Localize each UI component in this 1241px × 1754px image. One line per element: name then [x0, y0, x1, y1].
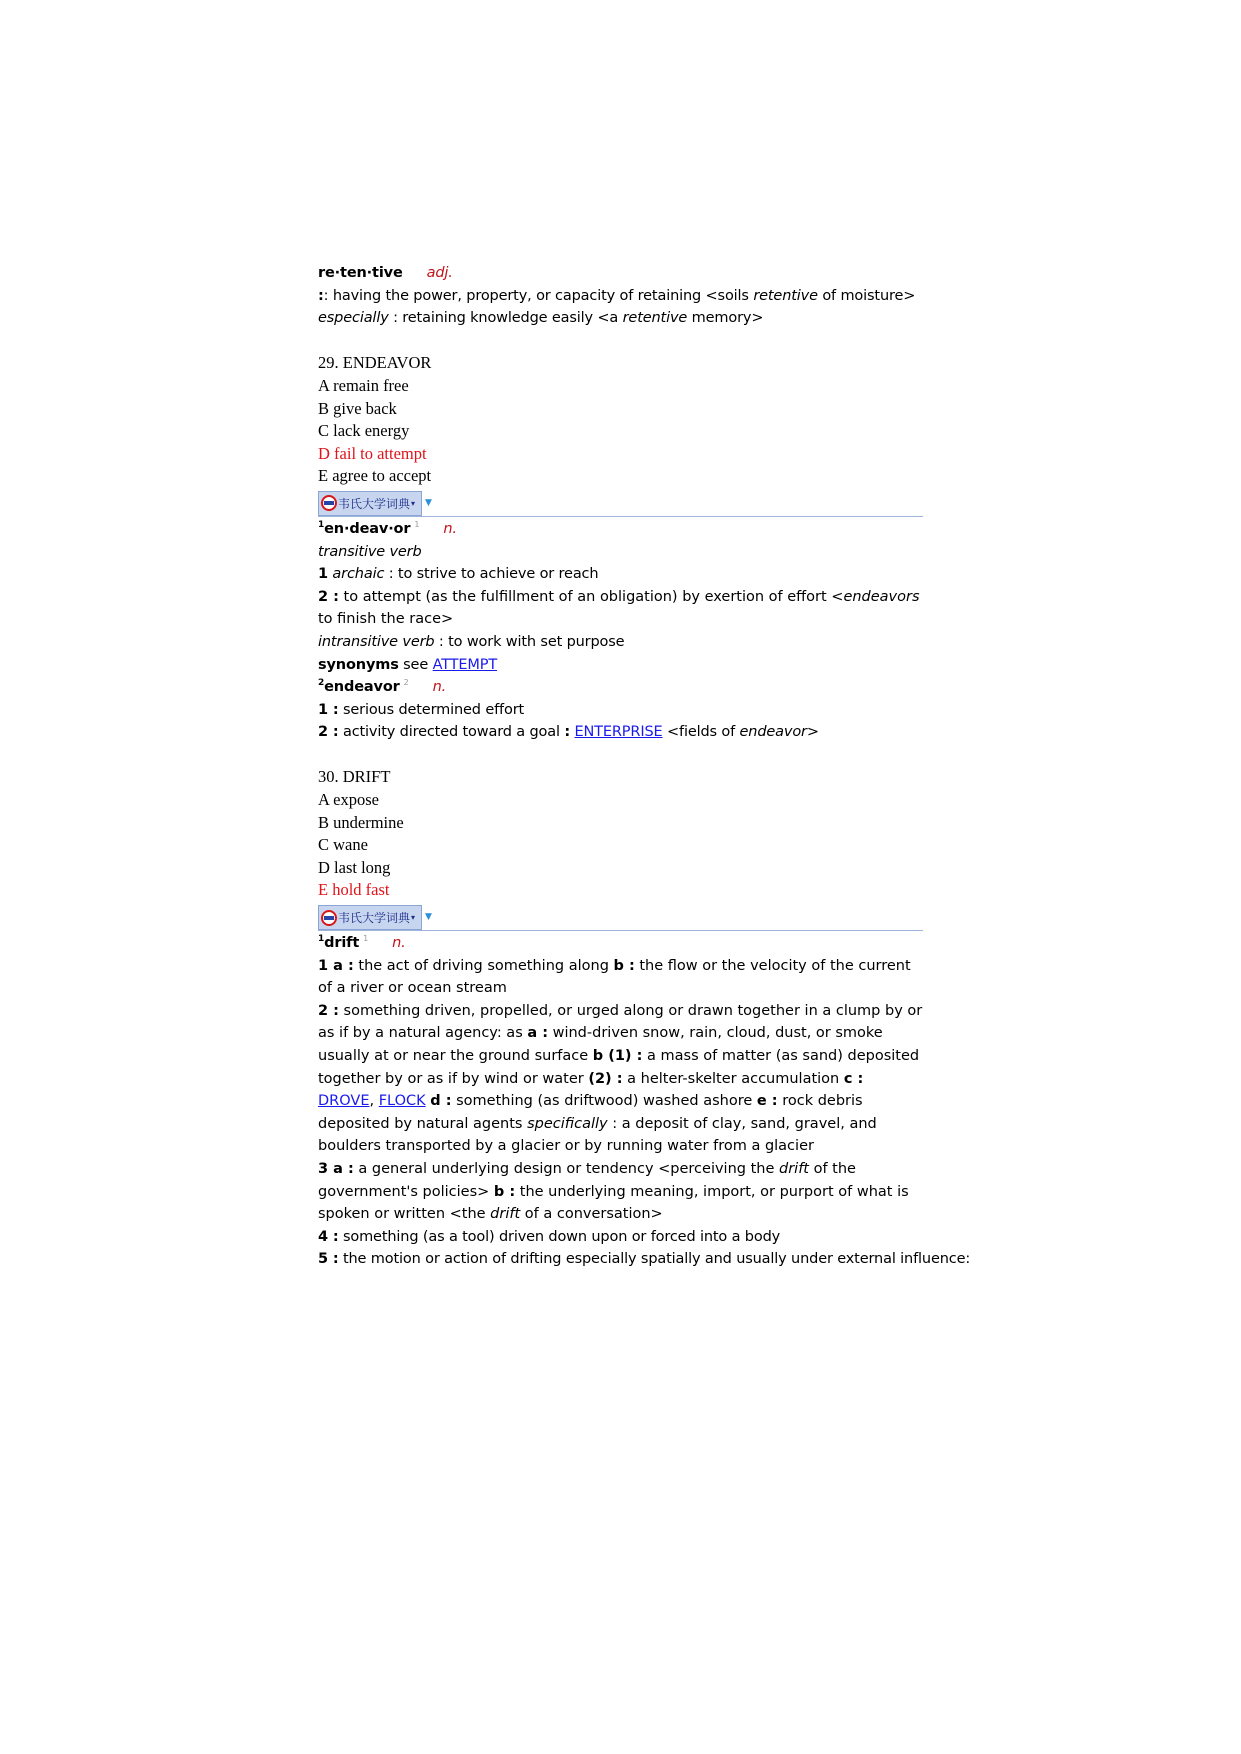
homograph-index: 1 — [363, 934, 369, 944]
definition: 1 : serious determined effort — [318, 701, 525, 718]
definition: 2 : something driven, propelled, or urged along or drawn together in a clump by or as if by a natural agency: as a : wind-driven snow, rain, cloud, dust, or smoke usually at or near the ground surface b (1) : a mass of matter (as sand) deposited together by or as if by wind or water (2) : a helter-skelter accumulation c : DROVE, FLOCK d : something (as driftwood) washed ashore e : rock debris deposited by natural agents specifically : a deposit of clay, sand, gravel, and boulders transported by a glacier or by running water from a glacier — [318, 1002, 923, 1155]
dropdown-arrow-icon[interactable]: ▼ — [425, 497, 432, 508]
definition: 1 a : the act of driving something along b : the flow or the velocity of the current of a river or ocean stream — [318, 957, 911, 997]
synonym-link-attempt[interactable]: ATTEMPT — [432, 656, 498, 673]
dictionary-select-button[interactable] — [318, 491, 422, 516]
homograph-index: 1 — [414, 520, 420, 530]
definition: 5 : the motion or action of drifting especially spatially and usually under external influence: — [318, 1251, 971, 1268]
headword-line: $^1$en·deav·or $^1$ n. — [318, 520, 457, 537]
part-of-speech: n. — [443, 520, 457, 537]
headword: re·ten·tive — [318, 265, 403, 281]
document-page — [318, 262, 971, 1271]
part-of-speech: n. — [432, 679, 447, 696]
dictionary-toolbar — [318, 489, 923, 518]
definition: 1 archaic : to strive to achieve or reach — [318, 566, 599, 583]
dictionary-logo-icon — [321, 910, 337, 926]
chevron-down-icon: ▾ — [411, 498, 416, 508]
divider — [318, 930, 923, 931]
answer-option: A expose — [318, 790, 379, 810]
definition: intransitive verb : to work with set purpose — [318, 633, 625, 650]
answer-option: B undermine — [318, 812, 404, 832]
question-title: 30. DRIFT — [318, 767, 391, 787]
part-of-speech: adj. — [426, 265, 453, 281]
definition: :: having the power, property, or capacity of retaining <soils retentive of moisture> — [318, 287, 916, 304]
answer-option: C lack energy — [318, 421, 410, 441]
synonyms: synonyms see ATTEMPT — [318, 656, 498, 673]
dropdown-arrow-icon[interactable]: ▼ — [425, 912, 432, 923]
dictionary-toolbar — [318, 903, 923, 932]
headword-line: $^1$drift $^1$ n. — [318, 934, 406, 952]
dictionary-logo-icon — [321, 495, 337, 511]
correct-answer-option: E hold fast — [318, 880, 390, 900]
headword-line — [318, 262, 923, 285]
subhead: transitive verb — [318, 543, 422, 560]
dictionary-select-button[interactable] — [318, 905, 422, 930]
answer-option: B give back — [318, 398, 397, 418]
headword: endeavor — [324, 679, 400, 696]
link-flock[interactable]: FLOCK — [378, 1093, 426, 1110]
question-title: 29. ENDEAVOR — [318, 353, 432, 373]
dictionary-name: 韦氏大学词典 — [338, 496, 411, 511]
headword: drift — [324, 935, 360, 952]
chevron-down-icon: ▾ — [411, 913, 416, 923]
definition: 3 a : a general underlying design or tendency <perceiving the drift of the government's policies> b : the underlying meaning, import, or purport of what is spoken or written <the drift of a conversation> — [318, 1160, 909, 1223]
answer-option: E agree to accept — [318, 466, 432, 486]
link-enterprise[interactable]: ENTERPRISE — [574, 724, 663, 741]
part-of-speech: n. — [392, 935, 406, 952]
definition: 2 : to attempt (as the fulfillment of an obligation) by exertion of effort <endeavors to finish the race> — [318, 588, 920, 628]
definition: 2 : activity directed toward a goal : ENTERPRISE <fields of endeavor> — [318, 724, 819, 741]
dictionary-name: 韦氏大学词典 — [338, 911, 411, 926]
definition: especially : retaining knowledge easily <a retentive memory> — [318, 310, 764, 327]
answer-option: C wane — [318, 835, 368, 855]
definition: 4 : something (as a tool) driven down upon or forced into a body — [318, 1228, 781, 1245]
homograph-index: 2 — [403, 678, 409, 688]
answer-option: A remain free — [318, 375, 409, 395]
divider — [318, 516, 923, 517]
correct-answer-option: D fail to attempt — [318, 443, 427, 463]
headword: en·deav·or — [324, 520, 411, 537]
headword-line: $^2$endeavor $^2$ n. — [318, 678, 447, 696]
answer-option: D last long — [318, 857, 391, 877]
link-drove[interactable]: DROVE — [318, 1093, 370, 1110]
